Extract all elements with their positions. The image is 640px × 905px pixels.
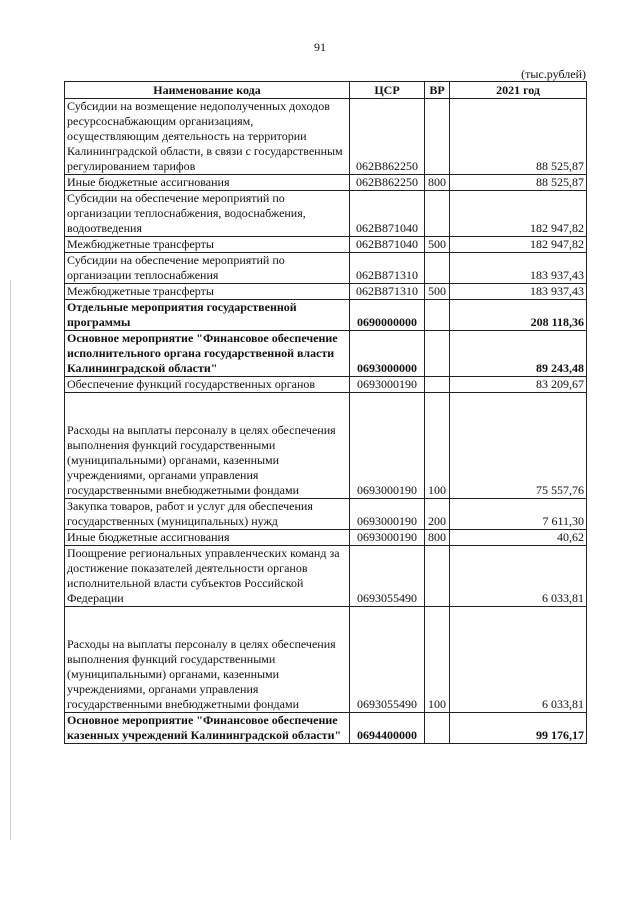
row-name: Расходы на выплаты персоналу в целях обеспечения выполнения функций государственными (муниципальными) органами, казенными учреждениями, органами управления государственными внебюджетными фондами (65, 607, 350, 713)
table-row (65, 175, 587, 191)
table-row (65, 99, 587, 175)
row-csr: 0693000190 (350, 499, 425, 530)
row-name: Закупка товаров, работ и услуг для обеспечения государственных (муниципальных) нужд (65, 499, 350, 530)
row-csr: 0694400000 (350, 713, 425, 744)
row-sum: 208 118,36 (450, 300, 587, 331)
row-csr: 062В871040 (350, 191, 425, 237)
row-csr: 062В871040 (350, 237, 425, 253)
row-name: Межбюджетные трансферты (65, 284, 350, 300)
table-row (65, 393, 587, 499)
row-vr (425, 377, 450, 393)
row-name: Поощрение региональных управленческих команд за достижение показателей деятельности органов исполнительной власти субъектов Российской Федерации (65, 546, 350, 607)
row-sum: 83 209,67 (450, 377, 587, 393)
row-sum: 7 611,30 (450, 499, 587, 530)
table-header-row (65, 82, 587, 99)
row-csr: 062В862250 (350, 99, 425, 175)
row-name: Основное мероприятие "Финансовое обеспечение казенных учреждений Калининградской области" (65, 713, 350, 744)
table-row (65, 713, 587, 744)
row-sum: 40,62 (450, 530, 587, 546)
row-sum: 75 557,76 (450, 393, 587, 499)
row-name: Иные бюджетные ассигнования (65, 175, 350, 191)
row-sum: 6 033,81 (450, 546, 587, 607)
row-sum: 88 525,87 (450, 175, 587, 191)
header-csr: ЦСР (350, 82, 425, 99)
row-vr (425, 546, 450, 607)
header-vr: ВР (425, 82, 450, 99)
row-vr (425, 99, 450, 175)
row-name: Субсидии на обеспечение мероприятий по организации теплоснабжения, водоснабжения, водоотведения (65, 191, 350, 237)
row-csr: 0693000190 (350, 377, 425, 393)
table-row (65, 300, 587, 331)
row-csr: 062В862250 (350, 175, 425, 191)
table-row (65, 546, 587, 607)
row-vr (425, 331, 450, 377)
table-row (65, 530, 587, 546)
table-row (65, 191, 587, 237)
table-row (65, 499, 587, 530)
row-vr (425, 300, 450, 331)
row-sum: 89 243,48 (450, 331, 587, 377)
row-sum: 88 525,87 (450, 99, 587, 175)
row-sum: 182 947,82 (450, 191, 587, 237)
row-name: Основное мероприятие "Финансовое обеспечение исполнительного органа государственной власти Калининградской области" (65, 331, 350, 377)
table-row (65, 377, 587, 393)
row-csr: 0693000000 (350, 331, 425, 377)
row-name: Субсидии на обеспечение мероприятий по организации теплоснабжения (65, 253, 350, 284)
budget-table (64, 81, 587, 744)
units-label: (тыс.рублей) (521, 67, 586, 81)
row-csr: 0693000190 (350, 393, 425, 499)
row-csr: 0693055490 (350, 607, 425, 713)
row-sum: 6 033,81 (450, 607, 587, 713)
table-row (65, 237, 587, 253)
row-sum: 183 937,43 (450, 284, 587, 300)
scan-margin-line (10, 280, 11, 840)
row-sum: 183 937,43 (450, 253, 587, 284)
table-row (65, 607, 587, 713)
table-row (65, 284, 587, 300)
table-row (65, 331, 587, 377)
header-name: Наименование кода (65, 82, 350, 99)
row-csr: 0690000000 (350, 300, 425, 331)
row-vr: 500 (425, 284, 450, 300)
row-vr (425, 191, 450, 237)
row-name: Иные бюджетные ассигнования (65, 530, 350, 546)
row-csr: 0693055490 (350, 546, 425, 607)
row-name: Субсидии на возмещение недополученных доходов ресурсоснабжающим организациям, осуществляющим деятельность на территории Калининградской области, в связи с государственным регулированием тарифов (65, 99, 350, 175)
row-csr: 062В871310 (350, 284, 425, 300)
row-vr: 500 (425, 237, 450, 253)
row-csr: 0693000190 (350, 530, 425, 546)
row-vr: 800 (425, 175, 450, 191)
row-vr (425, 253, 450, 284)
row-vr: 200 (425, 499, 450, 530)
page-number: 91 (314, 40, 326, 54)
row-sum: 182 947,82 (450, 237, 587, 253)
row-name: Отдельные мероприятия государственной программы (65, 300, 350, 331)
row-name: Обеспечение функций государственных органов (65, 377, 350, 393)
row-name: Межбюджетные трансферты (65, 237, 350, 253)
row-csr: 062В871310 (350, 253, 425, 284)
row-name: Расходы на выплаты персоналу в целях обеспечения выполнения функций государственными (муниципальными) органами, казенными учреждениями, органами управления государственными внебюджетными фондами (65, 393, 350, 499)
row-vr: 100 (425, 607, 450, 713)
row-vr (425, 713, 450, 744)
row-vr: 100 (425, 393, 450, 499)
header-year: 2021 год (450, 82, 587, 99)
row-sum: 99 176,17 (450, 713, 587, 744)
row-vr: 800 (425, 530, 450, 546)
table-row (65, 253, 587, 284)
